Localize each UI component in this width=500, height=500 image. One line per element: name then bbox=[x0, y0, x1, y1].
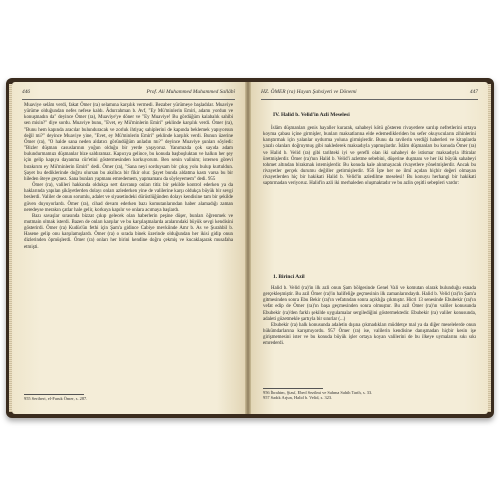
left-page bbox=[12, 82, 245, 414]
paragraph: Ebubekir (ra) halk konusunda adaletin dışına çıkmadıkları müddetçe mal ya da diğer meselelerde onun hükümdarlarına karışmıyordu. 957 Ömer (ra) ise, valilerin kendisine danışmadan hiçbir kesin işe girişmemesini ister ve bu konuda büyük işler ortaya koyan valilerini de bu ilkeye uymalarını sıkı sıkı emrederdi. bbox=[263, 322, 476, 347]
page-number: 447 bbox=[469, 89, 478, 95]
header-title: HZ. ÖMER (ra) Hayatı Şahsiyeti ve Dönemi bbox=[261, 89, 357, 95]
page-edges-right bbox=[488, 84, 491, 412]
paragraph: İslâm düşmanları genis hayaller kurarak, sahabeyi kötü gösteren rivayetlere sarılıp nefretlerini ortaya koyma çabası içine girmişler, bunları maksatlarına elde edemedikleriden bu sefer okuyucuların zihinlerini karıştırmak için yalanlar uydurma yoluna girmişlerdir. Bunu da ravilerin verdiği haberleri ve kitaplarda yazılı olanları doğruymuş gibi naklederek maksadıyla yapmışlardır. İslâm düşmanları bu konuda Ömer (ra) ve Halid b. Velid (ra) gibi tarihteki iyi ve şerefli olan iki sahabeyi de istismar maksadıyla iftiralar üretmişlerdir. Ömer (ra)'nın Halid b. Velid'i azletme sebebini, düşerine duşmanı ve her iki büyük sahabeyi tohmet altından birakmak istemişlerdir. Bu konuda kale alınmayacak rivayetlere yönelmişlerdir. Ancak bu rivayetler gerçek durumu değiller getirmişlerdir. 956 İşte her ne ilmî açıdan hiçbir değeri olmayan rivayetlerden hiç bir hakikati Halid b. Velid'in azledilme meselesi! Bu konuyu herhangi bir hakikati saptırmadan veriyoruz. Halid'in azli iki merhaleden oluşmaktadır ve bu azlin çeşitli sebepleri vardır: bbox=[263, 126, 476, 187]
section-title: IV. Halid b. Velid'in Azli Meselesi bbox=[273, 112, 350, 118]
paragraph: Muaviye selâm verdi, fakat Ömer (ra) selamına karşılık vermedi. Bezaber yürümeye başladılar. Muaviye yürüme olduğundan nefes nefese kaldı. Âdurrahman b. Avf, "Ey Mü'minlerin Emiri, adamı yordun ve konuşmadın da" deyince Ömer (ra), Muaviye'ye döner ve "Ey Muaviye! Bu gördüğüm kalabalık sahibi sen misin?" diye sordu. Muaviye bunu, "Evet, ey Mü'minlerin Emiri" şeklinde karşılık verdi. Ömer (ra), "Bunu hem kapında aracılar bulunduracak ve zorluk ihtiyaç sahiplerini de kapında beklemek yapıyorsun değil mi?" deyince Muaviye yine, "Evet, ey Mü'minlerin Emiri" şeklinde karşılık verdi. Bunun üzerine Ömer (ra), "O halde sana neden aldatıcı göründüğüm anladın mı?" deyince Muaviye şunları söyledi: "Bizler düşman casuslarının yoğun olduğu bir yerde yaşıyoruz. Yanımızda çok sayıda adam bulundurmamızı düşmanlar bize saldıramaz. Kapıcıya gelince, bu konuda başboşluktan ve halkın her şey için gelip kapıya dayanma cür'etini göstermesinden korkuyorum. Ben senin valinim; istersen görevi bırakırım ey Mü'minlerin Emiri" dedi. Ömer (ra), "Sana neyi sorduysam bir çıkış yolu bulup kurtuldun. Şayet bu dediklerinde doğru olursan bu akıllıca bir fikir olur. Şayet bunda aldatma kastı varsa bu bir hileden öteye geçmez. Sana bunları yapmanı emredemem, yapmamanı da söyleyemem" dedi. 955 bbox=[24, 103, 233, 182]
right-body bbox=[263, 286, 476, 348]
footnote: 956 İbrahim, Şiasî, Ebed Sezilmi ve Sahma Sahih Tarih, s. 33. bbox=[263, 390, 373, 395]
left-body bbox=[24, 103, 233, 251]
right-intro bbox=[263, 126, 476, 188]
footnote: 957 Sadık Arjun, Halid b. Velid, s. 323. bbox=[263, 395, 333, 400]
right-page bbox=[251, 82, 488, 414]
right-running-header bbox=[261, 89, 478, 100]
page-number: 446 bbox=[22, 89, 31, 95]
subsection-title: 1. Birinci Azil bbox=[273, 274, 305, 280]
paragraph: Bazı savaşlar sırasında bizzat çıkıp gelecek olan haberlerin peşine düşer, bunları öğrenmek ve mutmain olmak isterdi. Bazen de onları karşılar ve bu karşılaşmalarda aralarındaki büyük sevgi kendisini gösterirdi. Ömer (ra) Kudüs'ün fethi için Şam'a gidince Cabiye mevkiinde Amr b. As ve Şurahbil b. Hasene gelip onu karşılamışlardı. Ömer (ra) o sırada binek üzerinde olduğundan her ikisi gidip onun dizlerinden öpmüşlerdi. Ömer (ra) onları her birini kendine doğru çekmiş ve kucaklaşarak musafaha etmişti. bbox=[24, 213, 233, 250]
footnote-rule bbox=[263, 388, 323, 389]
left-running-header bbox=[22, 89, 235, 100]
footnote: 955 Seriheri, el-Faruk Ömer, s. 287. bbox=[24, 396, 88, 401]
footnote-rule bbox=[24, 394, 84, 395]
paragraph: Halid b. Velid (ra)'in ilk azli onun Şam bölgesinde Genel Vali ve komutan olarak bulunduğu esnada gerçekleşmiştir. Bu azil Ömer (ra)'in halifeliğe geçmesinin ilk zamanlarındaydı. Halid b. Velid (ra)'in Şam'a gitmesinden sonra Ebu Bekir (ra)'ın vefatından sonra açıklığa çıkmıştır. Hicri 13 senesinde Ebubekir (ra)'ın vefat edip de Ömer (ra)'ın başa geçmesinden sonra olmuştur. Bu azil Ömer (ra)'ın valiler konusunda Ebubekir (ra)'den farklı şekilde uygulamalar sergilediğini göstermektedir. Ebubekir (ra) valiler konusunda, adaleti gözetmekle şartıyla bir sınırlar (...) bbox=[263, 286, 476, 322]
paragraph: Ömer (ra), valileri hakkında oldukça sert davranıp onları titiz bir şekilde kontrol ederken ya da haklarında yapılan şikâyetlerden dolayı onları azlederken yine de valilerine karşı oldukça büyük bir sevgi beslerdi. Valiler de onun sorumlu, adalet ve siyasetindeki dürüstlüğünden dolayı kendisine tam bir şekilde güven duyuyorlardı. Ömer (ra), cihad devam ederken bazı komutanlarından haber alamadığı zaman neredeyse merakın çatlar hale gelir, korkuya kapılır ve onlara acımaya başlardı. bbox=[24, 183, 233, 213]
header-title: Prof. Ali Muhammed Muhammed Sallâbî bbox=[146, 89, 235, 95]
